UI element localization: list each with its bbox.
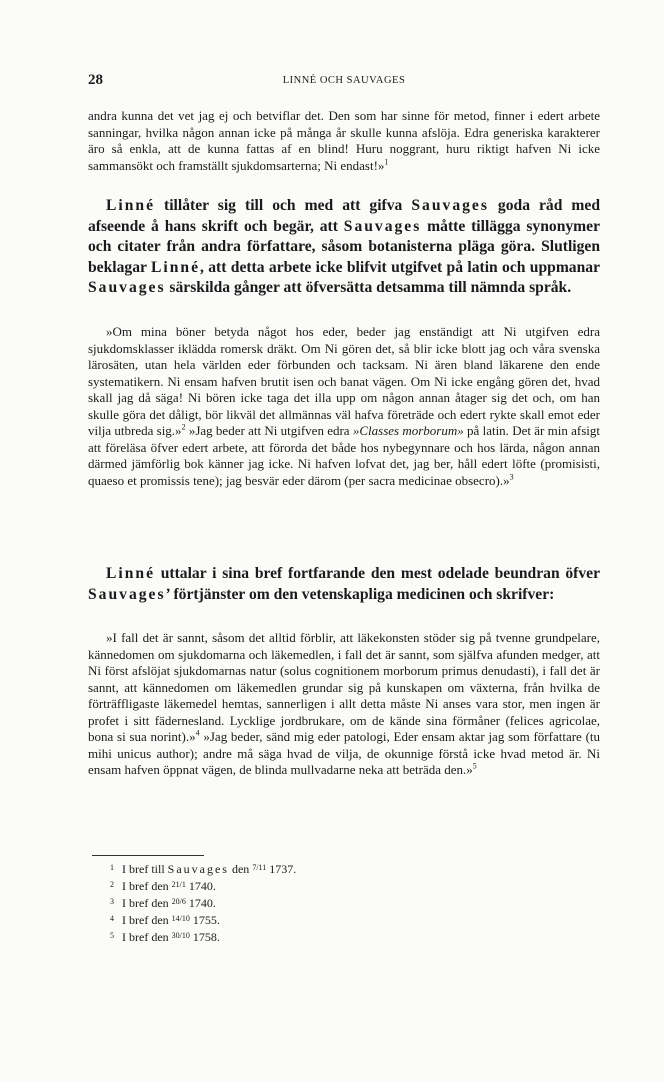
paragraph-linne-admiration: Linné uttalar i sina bref fortfarande den mest odelade beundran öfver Sauvages’ förtjänster om den vetenskapliga medicinen och skrifver: bbox=[88, 565, 600, 603]
footnote-ref: 2 bbox=[181, 422, 186, 432]
paragraph-linne-advice: Linné tillåter sig till och med att gifva Sauvages goda råd med afseende å hans skrift och begär, att Sauvages måtte tillägga synonymer och citater från andra författare, såsom botanisterna pläga göra. Slutligen beklagar Linné, att detta arbete icke blifvit utgifvet på latin och uppmanar Sauvages särskilda gånger att öfversätta detsamma till nämnda språk. bbox=[88, 197, 601, 296]
footnote-item: 5 I bref den $^{30/10}$ 1758. bbox=[110, 930, 220, 944]
quote-text: andra kunna det vet jag ej och betviflar det. Den som har sinne för metod, finner i edert arbete sanningar, hvilka någon annan icke på många år skulle kunna afslöja. Edra generiska karakterer äro så enkla, att de kunna fattas af en blind! Huru noggrant, huru riktigt hafven Ni icke sammansökt och framställt sjukdomsarterna; Ni endast!» bbox=[88, 108, 600, 173]
book-title: »Classes morborum» bbox=[352, 423, 464, 438]
page-header bbox=[88, 72, 600, 92]
name-sauvages: Sauvages bbox=[343, 217, 422, 235]
name-linne: Linné bbox=[106, 197, 155, 214]
name-sauvages: Sauvages bbox=[88, 279, 166, 296]
page-number: 28 bbox=[88, 72, 103, 88]
quote-latin-request: »Om mina böner betyda något hos eder, beder jag enständigt att Ni utgifven edra sjukdomsklasser iklädda romersk dräkt. Om Ni gören det, så blir icke blott jag och våra svenska lärosäten, utan hela världen eder förbunden och tacksam. Ni ären bland läkarene den ende systematikern. Ni ensam hafven brutit isen och banat vägen. Om Ni icke engång gören det, hvad skall jag då säga! Ni bören icke taga det illa upp om någon annan åtager sig det och, om han skulle göra det dåligt, bör likväl det allmännas väl hafva företräde och edert rykte skall emot eder vilja utbreda sig.»$^2$ »Jag beder att Ni utgifven edra »Classes morborum» på latin. Det är min afsigt att föreläsa öfver edert arbete, att förorda det både hos nybegynnare och hos lärda, någon annan därmed jämförlig bok känner jag icke. Ni hafven lofvat det, jag ber, håll edert löfte (promisisti, quaeso et promissis tene); jag besvär eder därom (per sacra medicinae obsecro).»$^3$ bbox=[88, 324, 601, 488]
footnote-item: 2 I bref den $^{21/1}$ 1740. bbox=[110, 879, 216, 893]
footnote-item: 4 I bref den $^{14/10}$ 1755. bbox=[110, 913, 220, 927]
quote-continuation bbox=[88, 108, 600, 174]
quote-pathology: »I fall det är sannt, såsom det alltid förblir, att läkekonsten stöder sig på tvenne grundpelare, kännedomen om sjukdomarna och läkemedlen, i fall det är sannt, som själfva afunden medger, att Ni först afslöjat sjukdomarnas natur (solus cognitionem morborum primus denudasti), i fall det är sannt, att kännedomen om läkemedlen grundar sig på kunskapen om växterna, från hvilka de förträffligaste läkemedel hemtas, sannerligen i allt detta måste Ni anses vara stor, men ingen är profet i sitt fädernesland. Lycklige jordbrukare, om de kände sina förmåner (felices agricolae, bona si sua norint).»$^4$ »Jag beder, sänd mig eder patologi, Eder ensam aktar jag som författare (tu mihi unicus author); andre må säga hvad de vilja, de okunnige förstå icke hvad metod är. Ni ensam hafven öppnat vägen, de blinda mullvadarne neka att beträda den.»$^5$ bbox=[88, 630, 601, 777]
footnote-ref: 3 bbox=[509, 472, 514, 482]
name-linne: Linné bbox=[106, 565, 155, 582]
name-sauvages: Sauvages bbox=[411, 197, 489, 214]
running-head: LINNÉ OCH SAUVAGES bbox=[282, 75, 406, 86]
footnotes bbox=[110, 860, 410, 945]
name-sauvages: Sauvages bbox=[88, 585, 166, 603]
footnote-ref: 1 bbox=[384, 157, 389, 167]
name-linne: Linné bbox=[150, 258, 200, 276]
footnote-ref: 4 bbox=[195, 728, 200, 738]
footnote-divider bbox=[92, 855, 204, 856]
footnote-ref: 5 bbox=[472, 761, 477, 771]
footnote-item: 3 I bref den $^{20/6}$ 1740. bbox=[110, 896, 216, 910]
footnote-item: 1 I bref till Sauvages den $^{7/11}$ 1737. bbox=[110, 862, 297, 876]
